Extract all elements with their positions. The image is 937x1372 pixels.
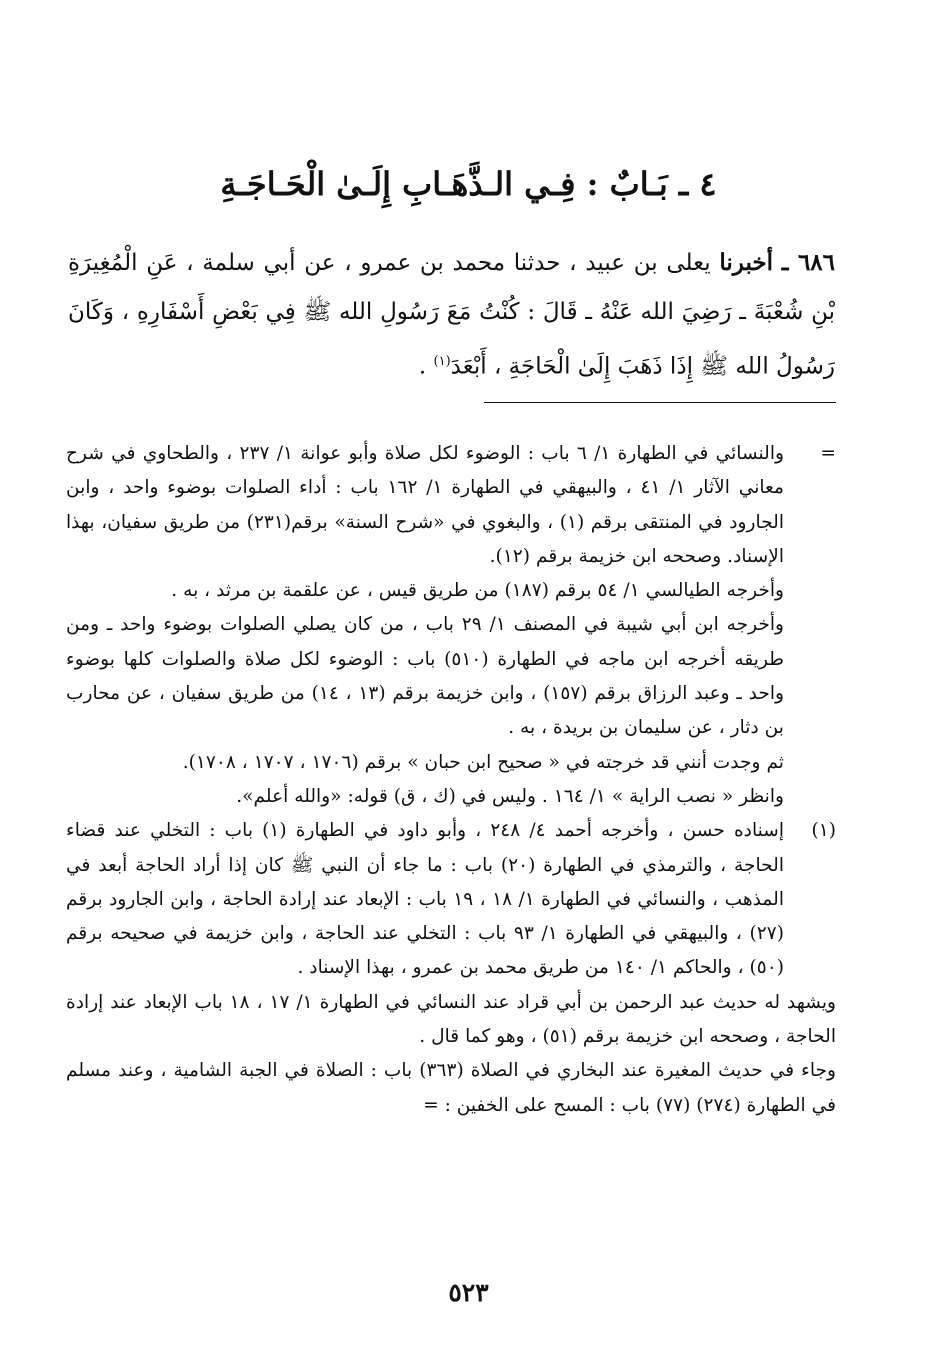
footnote-marker: (١) (811, 820, 836, 842)
hadith-text (68, 238, 835, 392)
footnote-paragraph: والنسائي في الطهارة ١/ ٦ باب : الوضوء لكل صلاة وأبو عوانة ١/ ٢٣٧ ، والطحاوي في شرح معاني الآثار ١/ ٤١ ، والبيهقي في الطهارة ١/ ١٦٢ باب : أداء الصلوات بوضوء واحد ، وابن الجارود في المنتقى برقم (١) ، والبغوي في «شرح السنة» برقم(٢٣١) من طريق سفيان، بهذا الإسناد. وصححه ابن خزيمة برقم (١٢). (66, 443, 784, 567)
continuation-marker: = (820, 443, 836, 464)
footnote-paragraph: إسناده حسن ، وأخرجه أحمد ٤/ ٢٤٨ ، وأبو داود في الطهارة (١) باب : التخلي عند قضاء الحاجة ، والترمذي في الطهارة (٢٠) باب : ما جاء أن النبي ﷺ كان إذا أراد الحاجة أبعد في المذهب ، والنسائي في الطهارة ١/ ١٨ ، ١٩ باب : الإبعاد عند إرادة الحاجة ، وابن الجارود برقم (٢٧) ، والبيهقي في الطهارة ١/ ٩٣ باب : التخلي عند الحاجة ، وابن خزيمة في صحيحه برقم (٥٠) ، والحاكم ١/ ١٤٠ من طريق محمد بن عمرو ، بهذا الإسناد . (66, 820, 784, 979)
footnote-paragraph: وانظر « نصب الراية » ١/ ١٦٤ . وليس في (ك ، ق) قوله: «والله أعلم». (236, 785, 784, 807)
chapter-heading: ٤ ـ بَـابٌ : فِـي الـذَّهَـابِ إِلَـىٰ الْحَـاجَـةِ (220, 165, 717, 203)
page-number: ٥٢٣ (448, 1278, 489, 1307)
footnotes (66, 437, 836, 1123)
continued-footnote (66, 437, 836, 814)
footnote-paragraph: وجاء في حديث المغيرة عند البخاري في الصلاة (٣٦٣) باب : الصلاة في الجبة الشامية ، وعند مسلم في الطهارة (٢٧٤) (٧٧) باب : المسح على الخفين : = (66, 1060, 836, 1116)
footnote-1 (66, 814, 836, 985)
footnote-separator (484, 402, 836, 403)
footnote-paragraph: وأخرجه الطيالسي ١/ ٥٤ برقم (١٨٧) من طريق قيس ، عن علقمة بن مرثد ، به . (171, 580, 784, 602)
footnote-paragraph: وأخرجه ابن أبي شيبة في المصنف ١/ ٢٩ باب ، من كان يصلي الصلوات بوضوء واحد ـ ومن طريقه أخرجه ابن ماجه في الطهارة (٥١٠) باب : الوضوء لكل صلاة والصلوات كلها بوضوء واحد ـ وعبد الرزاق برقم (١٥٧) ، وابن خزيمة برقم (١٣ ، ١٤) من طريق سفيان ، عن محارب بن دثار ، عن سليمان بن بريدة ، به . (66, 614, 785, 739)
footnote-1-continued (66, 986, 836, 1123)
hadith-number: ٦٨٦ ـ (781, 249, 836, 276)
footnote-paragraph: ويشهد له حديث عبد الرحمن بن أبي قراد عند النسائي في الطهارة ١/ ١٧ ، ١٨ باب الإبعاد عند إرادة الحاجة ، وصححه ابن خزيمة برقم (٥١) ، وهو كما قال . (66, 991, 837, 1048)
footnote-paragraph: ثم وجدت أنني قد خرجته في « صحيح ابن حبان » برقم (١٧٠٦ ، ١٧٠٧ ، ١٧٠٨). (182, 751, 784, 773)
footnote-reference: (١) (433, 354, 451, 369)
hadith-body: يعلى بن عبيد ، حدثنا محمد بن عمرو ، عن أبي سلمة ، عَنِ الْمُغِيرَةِ بْنِ شُعْبَةَ ـ رَضِيَ الله عَنْهُ ـ قَالَ : كُنْتُ مَعَ رَسُولِ الله ﷺ فِي بَعْضِ أَسْفَارِهِ ، وَكَانَ رَسُولُ الله ﷺ إِذَا ذَهَبَ إِلَىٰ الْحَاجَةِ ، أَبْعَدَ (68, 250, 835, 380)
hadith-lead-word: أخبرنا (719, 249, 774, 276)
hadith-end: . (418, 353, 434, 380)
